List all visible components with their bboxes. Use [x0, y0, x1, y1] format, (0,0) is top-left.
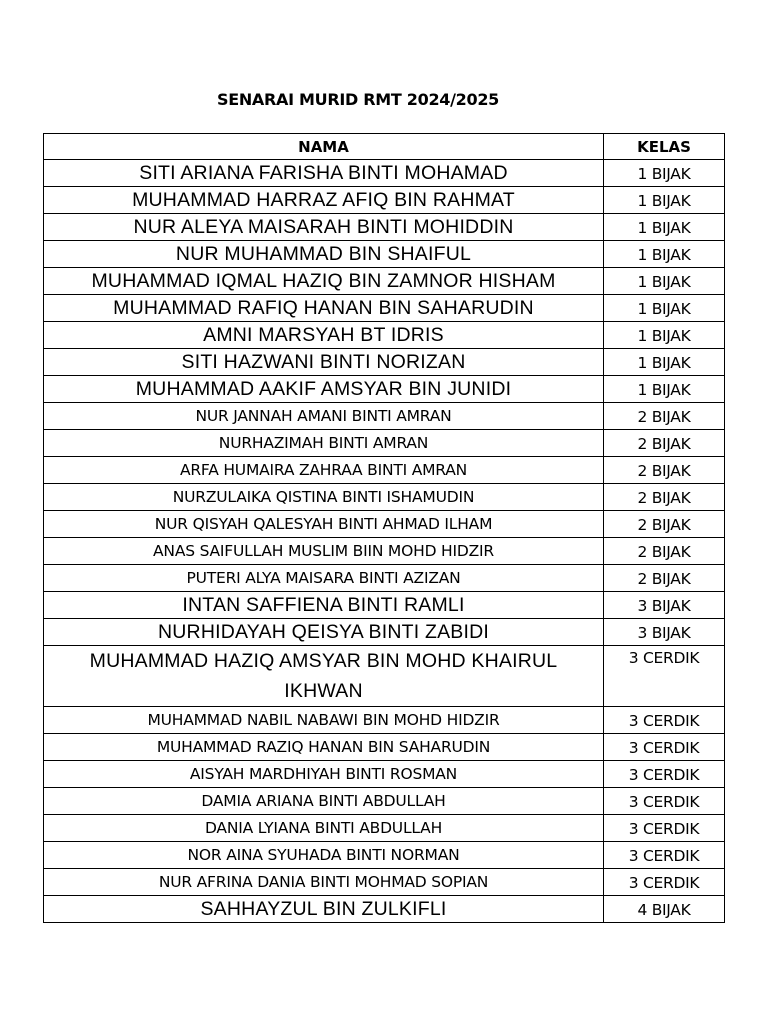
- student-class-cell: 3 CERDIK: [604, 869, 725, 896]
- student-name-cell: MUHAMMAD NABIL NABAWI BIN MOHD HIDZIR: [44, 707, 604, 734]
- student-name-cell: DANIA LYIANA BINTI ABDULLAH: [44, 815, 604, 842]
- student-name-cell: DAMIA ARIANA BINTI ABDULLAH: [44, 788, 604, 815]
- table-row: [44, 815, 725, 842]
- table-row: [44, 619, 725, 646]
- table-header-row: [44, 134, 725, 160]
- student-name-cell: INTAN SAFFIENA BINTI RAMLI: [44, 592, 604, 619]
- table-row: [44, 241, 725, 268]
- student-class-cell: 1 BIJAK: [604, 241, 725, 268]
- student-name-cell: SAHHAYZUL BIN ZULKIFLI: [44, 896, 604, 923]
- student-table: [43, 133, 725, 923]
- table-row: [44, 457, 725, 484]
- table-row: [44, 403, 725, 430]
- student-name-cell: AMNI MARSYAH BT IDRIS: [44, 322, 604, 349]
- student-name-cell: ANAS SAIFULLAH MUSLIM BIIN MOHD HIDZIR: [44, 538, 604, 565]
- table-row: [44, 349, 725, 376]
- student-class-cell: 2 BIJAK: [604, 430, 725, 457]
- student-name-cell: MUHAMMAD RAFIQ HANAN BIN SAHARUDIN: [44, 295, 604, 322]
- student-name-cell: NUR QISYAH QALESYAH BINTI AHMAD ILHAM: [44, 511, 604, 538]
- student-class-cell: 3 CERDIK: [604, 646, 725, 707]
- student-class-cell: 3 CERDIK: [604, 842, 725, 869]
- student-name-cell: MUHAMMAD IQMAL HAZIQ BIN ZAMNOR HISHAM: [44, 268, 604, 295]
- table-row: [44, 160, 725, 187]
- table-row: [44, 842, 725, 869]
- student-class-cell: 2 BIJAK: [604, 403, 725, 430]
- table-row: [44, 707, 725, 734]
- table-row: [44, 565, 725, 592]
- student-class-cell: 2 BIJAK: [604, 484, 725, 511]
- student-class-cell: 3 CERDIK: [604, 761, 725, 788]
- student-class-cell: 1 BIJAK: [604, 295, 725, 322]
- student-name-cell: MUHAMMAD HAZIQ AMSYAR BIN MOHD KHAIRUL IKHWAN: [44, 646, 604, 707]
- student-name-cell: PUTERI ALYA MAISARA BINTI AZIZAN: [44, 565, 604, 592]
- table-row: [44, 734, 725, 761]
- student-class-cell: 3 CERDIK: [604, 734, 725, 761]
- student-name-cell: NURZULAIKA QISTINA BINTI ISHAMUDIN: [44, 484, 604, 511]
- student-name-cell: SITI ARIANA FARISHA BINTI MOHAMAD: [44, 160, 604, 187]
- table-row: [44, 484, 725, 511]
- table-body: [44, 160, 725, 923]
- student-class-cell: 1 BIJAK: [604, 160, 725, 187]
- student-class-cell: 1 BIJAK: [604, 214, 725, 241]
- table-row: [44, 761, 725, 788]
- student-name-cell: NOR AINA SYUHADA BINTI NORMAN: [44, 842, 604, 869]
- student-class-cell: 1 BIJAK: [604, 322, 725, 349]
- student-name-cell: MUHAMMAD HARRAZ AFIQ BIN RAHMAT: [44, 187, 604, 214]
- student-class-cell: 3 BIJAK: [604, 619, 725, 646]
- table-row: [44, 268, 725, 295]
- student-class-cell: 1 BIJAK: [604, 187, 725, 214]
- student-class-cell: 3 CERDIK: [604, 707, 725, 734]
- table-row: [44, 322, 725, 349]
- table-row: [44, 187, 725, 214]
- student-name-cell: NUR MUHAMMAD BIN SHAIFUL: [44, 241, 604, 268]
- student-name-cell: AISYAH MARDHIYAH BINTI ROSMAN: [44, 761, 604, 788]
- student-name-cell: NUR ALEYA MAISARAH BINTI MOHIDDIN: [44, 214, 604, 241]
- student-name-cell: NURHAZIMAH BINTI AMRAN: [44, 430, 604, 457]
- student-class-cell: 2 BIJAK: [604, 538, 725, 565]
- student-name-cell: ARFA HUMAIRA ZAHRAA BINTI AMRAN: [44, 457, 604, 484]
- student-class-cell: 3 BIJAK: [604, 592, 725, 619]
- student-class-cell: 3 CERDIK: [604, 815, 725, 842]
- student-name-cell: NUR AFRINA DANIA BINTI MOHMAD SOPIAN: [44, 869, 604, 896]
- table-row: [44, 538, 725, 565]
- table-row: [44, 376, 725, 403]
- table-row: [44, 869, 725, 896]
- student-name-cell: NURHIDAYAH QEISYA BINTI ZABIDI: [44, 619, 604, 646]
- student-name-cell: NUR JANNAH AMANI BINTI AMRAN: [44, 403, 604, 430]
- student-class-cell: 4 BIJAK: [604, 896, 725, 923]
- column-header-name: NAMA: [44, 134, 604, 160]
- table-row: [44, 295, 725, 322]
- student-class-cell: 2 BIJAK: [604, 511, 725, 538]
- student-class-cell: 1 BIJAK: [604, 376, 725, 403]
- table-row: [44, 430, 725, 457]
- student-class-cell: 1 BIJAK: [604, 268, 725, 295]
- column-header-kelas: KELAS: [604, 134, 725, 160]
- student-class-cell: 3 CERDIK: [604, 788, 725, 815]
- student-name-cell: MUHAMMAD RAZIQ HANAN BIN SAHARUDIN: [44, 734, 604, 761]
- student-class-cell: 1 BIJAK: [604, 349, 725, 376]
- student-name-cell: MUHAMMAD AAKIF AMSYAR BIN JUNIDI: [44, 376, 604, 403]
- table-row: [44, 646, 725, 707]
- table-row: [44, 511, 725, 538]
- table-row: [44, 592, 725, 619]
- student-class-cell: 2 BIJAK: [604, 565, 725, 592]
- student-name-cell: SITI HAZWANI BINTI NORIZAN: [44, 349, 604, 376]
- table-row: [44, 896, 725, 923]
- table-row: [44, 788, 725, 815]
- table-row: [44, 214, 725, 241]
- student-class-cell: 2 BIJAK: [604, 457, 725, 484]
- document-title: SENARAI MURID RMT 2024/2025: [216, 90, 500, 109]
